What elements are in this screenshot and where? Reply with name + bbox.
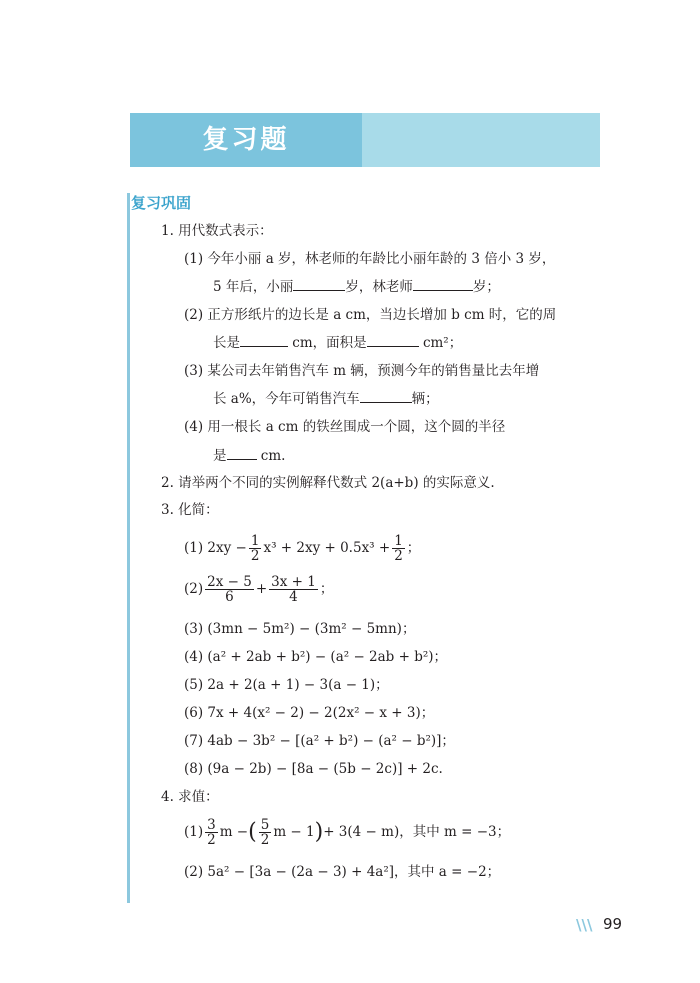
q1-part4-text-b: cm. <box>256 448 286 464</box>
answer-blank <box>413 276 473 291</box>
q3-part1-label: (1) 2xy − <box>184 540 247 556</box>
page-mark-icon: \\\ <box>576 916 593 934</box>
q4-part2: (2) 5a² − [3a − (2a − 3) + 4a²]，其中 a = −2； <box>184 864 501 880</box>
q4-part1 <box>184 817 510 848</box>
page-title: 复习题 <box>202 125 290 155</box>
q4-part1-inner: m − 1 <box>273 824 315 840</box>
q3-part6: (6) 7x + 4(x² − 2) − 2(2x² − x + 3)； <box>184 705 435 721</box>
q1-part4-line2 <box>213 445 285 466</box>
fraction: $\frac{3x + 1}{4}$ <box>271 574 316 605</box>
q4-part1-end: + 3(4 − m)，其中 m = −3； <box>323 824 511 840</box>
answer-blank <box>360 388 412 403</box>
q4-part1-label: (1) <box>184 824 204 840</box>
q3-part2 <box>184 574 333 604</box>
q1-part1-line2 <box>213 276 500 297</box>
q1-part3-line2 <box>213 388 439 409</box>
q1-part2-text-c: cm²； <box>418 335 463 351</box>
title-banner <box>130 113 600 167</box>
q1-part3-text-b: 辆； <box>411 391 439 407</box>
q1-part1-text-b: 岁，林老师 <box>345 279 413 295</box>
section-bar <box>127 193 130 903</box>
q1-part2-text-b: cm，面积是 <box>288 335 367 351</box>
fraction: $\frac{2x - 5}{6}$ <box>207 574 252 605</box>
q3-part2-plus: + <box>255 581 268 597</box>
fraction: $\frac{5}{2}$ <box>260 817 270 848</box>
q3-part1 <box>184 533 420 563</box>
q3-part1-end: ； <box>406 540 421 556</box>
q1-part4-text-a: 是 <box>213 448 227 464</box>
q3-part5: (5) 2a + 2(a + 1) − 3(a − 1)； <box>184 677 389 693</box>
q3-part1-mid: x³ + 2xy + 0.5x³ + <box>263 540 391 556</box>
q3-stem: 3. 化简： <box>161 502 219 518</box>
right-paren: ) <box>314 819 324 845</box>
q1-part1-line1: (1) 今年小丽 a 岁，林老师的年龄比小丽年龄的 3 倍小 3 岁， <box>184 251 556 267</box>
q3-part4: (4) (a² + 2ab + b²) − (a² − 2ab + b²)； <box>184 649 448 665</box>
q4-stem: 4. 求值： <box>161 789 219 805</box>
q4-part1-m: m − <box>219 824 249 840</box>
q1-part2-text-a: 长是 <box>213 335 240 351</box>
q1-part1-text-a: 5 年后，小丽 <box>213 279 294 295</box>
q1-part2-line1: (2) 正方形纸片的边长是 a cm，当边长增加 b cm 时，它的周 <box>184 307 557 323</box>
page-number: 99 <box>603 915 623 933</box>
q3-part7: (7) 4ab − 3b² − [(a² + b²) − (a² − b²)]； <box>184 733 455 749</box>
q3-part3: (3) (3mn − 5m²) − (3m² − 5mn)； <box>184 621 416 637</box>
q1-part3-line1: (3) 某公司去年销售汽车 m 辆，预测今年的销售量比去年增 <box>184 363 540 379</box>
q3-part2-label: (2) <box>184 581 204 597</box>
answer-blank <box>293 276 345 291</box>
q2-stem: 2. 请举两个不同的实例解释代数式 2(a+b) 的实际意义. <box>161 475 495 491</box>
section-title: 复习巩固 <box>131 194 192 212</box>
answer-blank <box>227 445 257 460</box>
q1-part3-text-a: 长 a%，今年可销售汽车 <box>213 391 360 407</box>
q1-part4-line1: (4) 用一根长 a cm 的铁丝围成一个圆，这个圆的半径 <box>184 419 506 435</box>
fraction: $\frac{3}{2}$ <box>207 817 216 848</box>
left-paren: ( <box>248 819 257 845</box>
q1-part1-text-c: 岁； <box>472 279 500 295</box>
q3-part2-end: ； <box>319 581 334 597</box>
answer-blank <box>240 332 288 347</box>
fraction: $\frac{1}{2}$ <box>250 533 260 564</box>
q1-part2-line2 <box>213 332 462 353</box>
q1-stem: 1. 用代数式表示： <box>161 223 273 239</box>
q3-part8: (8) (9a − 2b) − [8a − (5b − 2c)] + 2c. <box>184 761 443 777</box>
answer-blank <box>367 332 419 347</box>
fraction: $\frac{1}{2}$ <box>394 533 403 564</box>
